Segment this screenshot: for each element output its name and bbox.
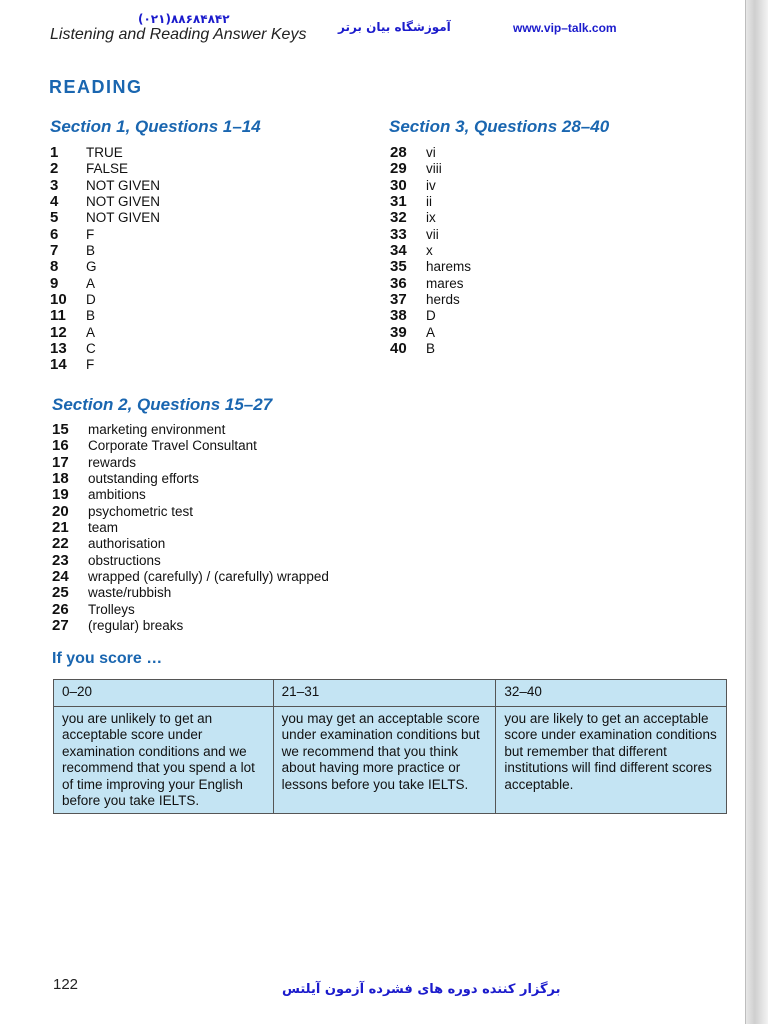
question-number: 34	[390, 242, 407, 260]
question-number: 40	[390, 340, 407, 358]
score-range-cell: 21–31	[273, 680, 496, 707]
answer-text: (regular) breaks	[88, 618, 184, 634]
answer-item	[50, 145, 160, 161]
question-number: 5	[50, 209, 59, 227]
answer-item	[50, 178, 160, 194]
answer-item	[50, 227, 160, 243]
answer-item	[52, 618, 329, 634]
answer-text: F	[86, 226, 95, 242]
question-number: 31	[390, 193, 407, 211]
question-number: 23	[52, 551, 69, 569]
answer-item	[390, 227, 471, 243]
question-number: 9	[50, 274, 59, 292]
question-number: 11	[50, 307, 66, 325]
question-number: 22	[52, 535, 69, 553]
answer-item	[52, 471, 329, 487]
score-table-body-row	[54, 707, 727, 814]
answer-text: B	[86, 243, 96, 259]
answer-text: obstructions	[88, 552, 161, 568]
answer-text: D	[426, 308, 436, 324]
answer-item	[390, 243, 471, 259]
answer-item	[50, 161, 160, 177]
answer-item	[52, 422, 329, 438]
answer-text: wrapped (carefully) / (carefully) wrapped	[88, 569, 329, 585]
answer-text: TRUE	[86, 145, 123, 160]
answer-text: outstanding efforts	[88, 471, 199, 487]
stamp-phone: (۰۲۱)۸۸۶۸۴۸۴۲	[138, 12, 230, 26]
question-number: 13	[50, 340, 67, 358]
question-number: 20	[52, 502, 69, 520]
question-number: 7	[50, 242, 59, 260]
question-number: 39	[390, 323, 407, 341]
score-table-header-row	[54, 680, 727, 707]
answer-item	[50, 276, 160, 292]
question-number: 19	[52, 486, 69, 504]
answer-item	[52, 487, 329, 503]
answer-text: G	[86, 259, 97, 275]
answer-item	[390, 341, 471, 357]
answer-item	[52, 520, 329, 536]
score-heading: If you score …	[52, 650, 163, 667]
score-advice-cell: you are likely to get an acceptable score under examination conditions but remember that different institutions will find different scores acceptable.	[496, 707, 727, 814]
question-number: 25	[52, 584, 69, 602]
answer-text: x	[426, 243, 433, 259]
question-number: 36	[390, 274, 407, 292]
answer-item	[50, 243, 160, 259]
answer-text: A	[426, 324, 436, 340]
question-number: 37	[390, 291, 407, 309]
answer-item	[390, 308, 471, 324]
answer-item	[390, 210, 471, 226]
answer-text: vii	[426, 226, 439, 242]
answer-item	[390, 178, 471, 194]
question-number: 33	[390, 225, 407, 243]
answer-text: D	[86, 292, 96, 308]
answer-text: harems	[426, 259, 472, 275]
stamp-url: www.vip–talk.com	[513, 21, 617, 35]
stamp-school-name: آموزشگاه بیان برتر	[338, 20, 451, 34]
answer-text: waste/rubbish	[88, 585, 172, 601]
score-advice-cell: you may get an acceptable score under examination conditions but we recommend that you think about having more practice or lessons before you take IELTS.	[273, 707, 496, 814]
answer-item	[52, 536, 329, 552]
answer-text: NOT GIVEN	[86, 210, 161, 226]
answer-text: authorisation	[88, 536, 166, 552]
answer-text: herds	[426, 292, 460, 308]
answer-item	[52, 569, 329, 585]
answer-item	[390, 259, 471, 275]
question-number: 26	[52, 600, 69, 618]
answer-item	[52, 438, 329, 454]
question-number: 10	[50, 291, 67, 309]
answer-text: NOT GIVEN	[86, 194, 161, 210]
answer-text: B	[426, 341, 436, 357]
question-number: 30	[390, 176, 407, 194]
page-number: 122	[53, 976, 79, 993]
answer-item	[50, 194, 160, 210]
answer-text: A	[86, 324, 96, 340]
answer-item	[52, 602, 329, 618]
answer-text: iv	[426, 177, 436, 193]
answer-text: vi	[426, 145, 436, 160]
answer-text: C	[86, 341, 96, 357]
answer-text: mares	[426, 275, 464, 291]
answer-item	[50, 357, 160, 373]
answer-item	[390, 145, 471, 161]
book-spine-edge	[745, 0, 768, 1024]
answer-text: A	[86, 275, 96, 291]
answer-text: viii	[426, 161, 442, 177]
question-number: 12	[50, 323, 67, 341]
question-number: 18	[52, 470, 69, 488]
score-advice-cell: you are unlikely to get an acceptable score under examination conditions and we recommend that you spend a lot of time improving your English before you take IELTS.	[54, 707, 274, 814]
question-number: 24	[52, 568, 69, 586]
answer-text: Corporate Travel Consultant	[88, 438, 257, 454]
answer-item	[50, 325, 160, 341]
question-number: 14	[50, 356, 67, 374]
answer-item	[50, 210, 160, 226]
answer-item	[52, 455, 329, 471]
answer-item	[50, 308, 160, 324]
answer-item	[50, 259, 160, 275]
answer-text: FALSE	[86, 161, 129, 177]
score-range-cell: 32–40	[496, 680, 727, 707]
question-number: 8	[50, 258, 59, 276]
score-range-cell: 0–20	[54, 680, 274, 707]
answer-text: Trolleys	[88, 601, 135, 617]
answer-item	[52, 553, 329, 569]
answer-item	[390, 276, 471, 292]
answer-text: F	[86, 357, 95, 373]
answer-item	[390, 325, 471, 341]
section-1-title: Section 1, Questions 1–14	[50, 117, 261, 136]
answer-text: ix	[426, 210, 436, 226]
footer-stamp: برگزار کننده دوره های فشرده آزمون آیلتس	[282, 982, 561, 997]
question-number: 3	[50, 176, 59, 194]
question-number: 6	[50, 225, 59, 243]
answer-item	[50, 341, 160, 357]
question-number: 28	[390, 144, 407, 161]
question-number: 21	[52, 519, 69, 537]
answer-text: NOT GIVEN	[86, 177, 161, 193]
answer-item	[52, 504, 329, 520]
question-number: 16	[52, 437, 69, 455]
section-2-title: Section 2, Questions 15–27	[52, 395, 273, 414]
answer-text: B	[86, 308, 96, 324]
answer-text: rewards	[88, 454, 137, 470]
question-number: 27	[52, 617, 69, 635]
question-number: 29	[390, 160, 407, 178]
question-number: 35	[390, 258, 407, 276]
answer-item	[52, 585, 329, 601]
question-number: 4	[50, 193, 59, 211]
answer-text: ambitions	[88, 487, 146, 503]
answer-item	[390, 161, 471, 177]
running-head: Listening and Reading Answer Keys	[50, 26, 307, 43]
question-number: 17	[52, 453, 69, 471]
question-number: 15	[52, 421, 69, 438]
score-table	[53, 679, 727, 814]
section-3-title: Section 3, Questions 28–40	[389, 117, 610, 136]
section-2-answer-list	[52, 422, 329, 634]
question-number: 1	[50, 144, 59, 161]
section-3-answer-list	[390, 145, 471, 357]
question-number: 32	[390, 209, 407, 227]
answer-text: ii	[426, 194, 432, 210]
answer-text: team	[88, 520, 119, 536]
question-number: 38	[390, 307, 407, 325]
section-1-answer-list	[50, 145, 160, 374]
question-number: 2	[50, 160, 59, 178]
answer-text: marketing environment	[88, 422, 226, 437]
answer-item	[50, 292, 160, 308]
answer-item	[390, 194, 471, 210]
answer-text: psychometric test	[88, 503, 194, 519]
reading-heading: READING	[49, 77, 143, 97]
answer-item	[390, 292, 471, 308]
